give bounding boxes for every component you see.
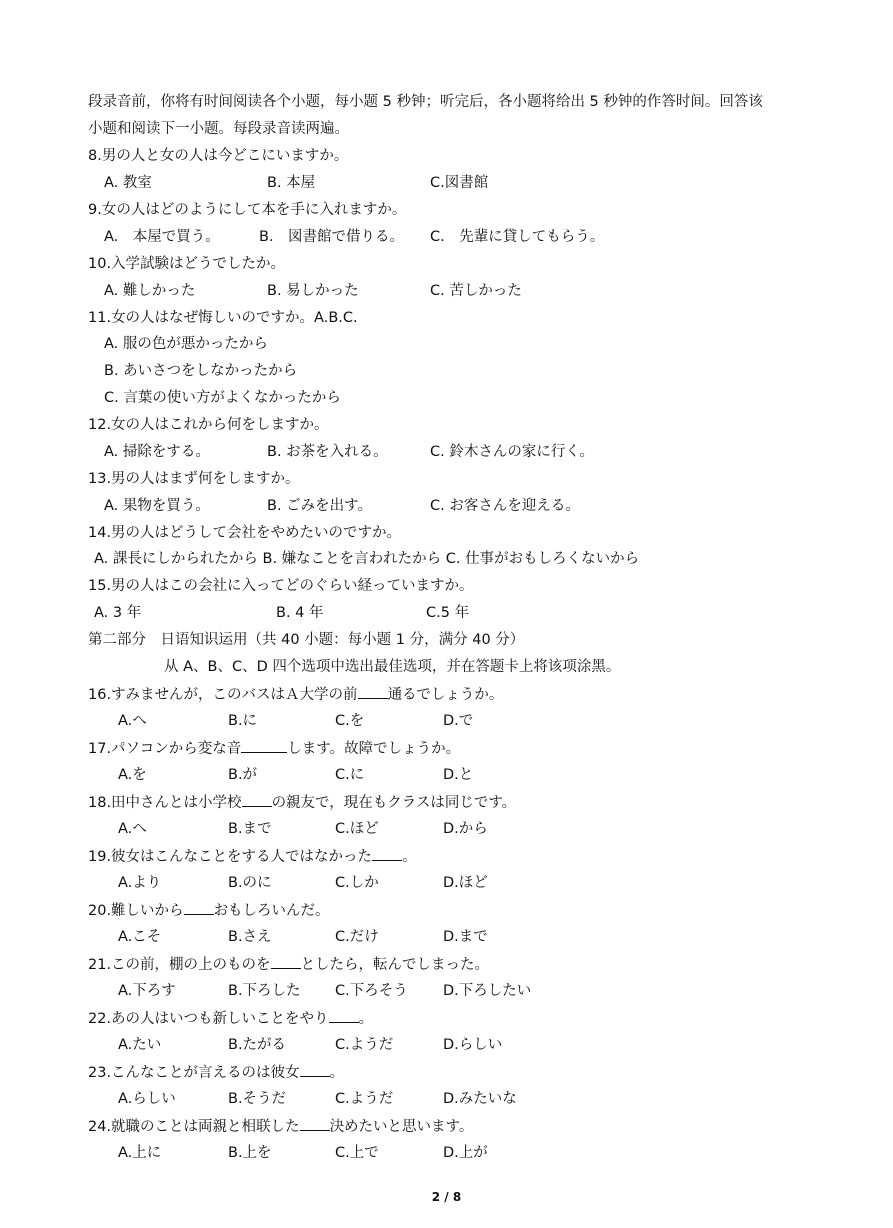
answer-option: D.と (443, 767, 474, 783)
answer-option: A.へ (118, 713, 147, 729)
answer-blank (329, 1008, 359, 1023)
answer-option: B.上を (228, 1145, 272, 1161)
answer-blank (300, 1062, 330, 1077)
question-stem-tail: 。 (402, 849, 417, 865)
answer-option: A. 教室 (104, 175, 152, 191)
answer-option: C.図書館 (430, 175, 489, 191)
question-stem: 18.田中さんとは小学校 (88, 795, 242, 811)
answer-option: C. 先輩に貸してもらう。 (430, 229, 605, 245)
answer-option: A.たい (118, 1037, 162, 1053)
answer-option: C.5 年 (426, 605, 470, 621)
answer-option: D.まで (443, 929, 488, 945)
answer-option: A.へ (118, 821, 147, 837)
question-stem-tail: 決めたいと思います。 (329, 1119, 474, 1135)
question-stem-tail: の親友で，現在もクラスは同じです。 (271, 795, 517, 811)
answer-option: A. 掃除をする。 (104, 444, 210, 460)
answer-option: C.に (335, 767, 365, 783)
text-line (88, 846, 417, 867)
text-line (88, 684, 503, 705)
answer-option: C.下ろそう (335, 983, 408, 999)
text-line (88, 954, 489, 975)
text-line: 段录音前，你将有时间阅读各个小题，每小题 5 秒钟；听完后，各小题将给出 5 秒钟的作答时间。回答该 (88, 94, 763, 110)
question-stem: 21.この前，棚の上のものを (88, 957, 271, 973)
answer-option: B.下ろした (228, 983, 301, 999)
text-line (88, 900, 330, 921)
answer-option: B. 4 年 (276, 605, 324, 621)
answer-option: B.さえ (228, 929, 272, 945)
text-line: 从 A、B、C、D 四个选项中选出最佳选项，并在答题卡上将该项涂黑。 (164, 659, 621, 675)
answer-option: D.で (443, 713, 474, 729)
answer-option: A. 本屋で買う。 (104, 229, 220, 245)
answer-option: A.上に (118, 1145, 162, 1161)
text-line: C. 言葉の使い方がよくなかったから (104, 390, 341, 406)
text-line: 第二部分 日语知识运用（共 40 小题：每小题 1 分，满分 40 分） (88, 632, 525, 648)
question-stem-tail: 。 (329, 1065, 345, 1081)
question-stem: 19.彼女はこんなことをする人ではなかった (88, 849, 373, 865)
text-line: 13.男の人はまず何をしますか。 (88, 471, 300, 487)
page-number: 2 / 8 (431, 1190, 462, 1204)
answer-option: C.ようだ (335, 1091, 394, 1107)
question-stem-tail: おもしろいんだ。 (213, 903, 330, 919)
text-line: 14.男の人はどうして会社をやめたいのですか。 (88, 525, 402, 541)
answer-option: B. ごみを出す。 (267, 498, 373, 514)
answer-option: B.そうだ (228, 1091, 287, 1107)
answer-option: B.に (228, 713, 258, 729)
answer-option: B. 図書館で借りる。 (259, 229, 405, 245)
answer-blank (184, 900, 214, 915)
question-stem-tail: 。 (358, 1011, 374, 1027)
answer-option: A.こそ (118, 929, 162, 945)
question-stem-tail: としたら，転んでしまった。 (300, 957, 490, 973)
question-stem: 16.すみませんが，このバスはＡ大学の前 (88, 687, 358, 703)
text-line (88, 792, 516, 813)
answer-option: C.を (335, 713, 365, 729)
answer-option: A.らしい (118, 1091, 176, 1107)
text-line (88, 1062, 344, 1083)
text-line (88, 738, 460, 759)
question-stem: 20.難しいから (88, 903, 184, 919)
text-line: 12.女の人はこれから何をしますか。 (88, 417, 329, 433)
answer-option: B.が (228, 767, 258, 783)
answer-option: A. 難しかった (104, 283, 196, 299)
answer-option: D.らしい (443, 1037, 503, 1053)
question-stem: 22.あの人はいつも新しいことをやり (88, 1011, 329, 1027)
answer-option: B. 本屋 (267, 175, 316, 191)
question-stem: 23.こんなことが言えるのは彼女 (88, 1065, 300, 1081)
answer-option: A.より (118, 875, 162, 891)
text-line: A. 服の色が悪かったから (104, 336, 268, 352)
text-line: 9.女の人はどのようにして本を手に入れますか。 (88, 202, 407, 218)
text-line: B. あいさつをしなかったから (104, 363, 298, 379)
answer-option: B.まで (228, 821, 272, 837)
answer-option: C.だけ (335, 929, 379, 945)
question-stem-tail: 通るでしょうか。 (387, 687, 504, 703)
answer-blank (358, 684, 388, 699)
text-line (88, 1008, 373, 1029)
answer-blank (300, 1116, 330, 1131)
answer-option: D.上が (443, 1145, 488, 1161)
answer-option: A. 果物を買う。 (104, 498, 210, 514)
answer-option: B.のに (228, 875, 272, 891)
text-line: 8.男の人と女の人は今どこにいますか。 (88, 148, 349, 164)
question-stem: 17.パソコンから変な音 (88, 741, 242, 757)
text-line: A. 課長にしかられたから B. 嫌なことを言われたから C. 仕事がおもしろくないから (94, 551, 640, 567)
answer-option: C.上で (335, 1145, 379, 1161)
answer-option: D.下ろしたい (443, 983, 532, 999)
answer-option: C. 鈴木さんの家に行く。 (430, 444, 595, 460)
answer-option: C.ようだ (335, 1037, 394, 1053)
answer-option: A.下ろす (118, 983, 176, 999)
question-stem: 24.就職のことは両親と相联した (88, 1119, 300, 1135)
question-stem-tail: します。故障でしょうか。 (287, 741, 461, 757)
text-line: 小题和阅读下一小题。每段录音读两遍。 (88, 121, 349, 137)
answer-option: A.を (118, 767, 147, 783)
text-line (88, 1116, 473, 1137)
answer-blank (241, 738, 287, 753)
answer-blank (271, 954, 301, 969)
text-line: 11.女の人はなぜ悔しいのですか。A.B.C. (88, 310, 358, 326)
answer-option: D.みたいな (443, 1091, 517, 1107)
answer-blank (242, 792, 272, 807)
answer-option: D.ほど (443, 875, 488, 891)
answer-option: A. 3 年 (94, 605, 142, 621)
text-line: 15.男の人はこの会社に入ってどのぐらい経っていますか。 (88, 578, 474, 594)
answer-blank (372, 846, 402, 861)
answer-option: C. お客さんを迎える。 (430, 498, 580, 514)
text-line: 10.入学試験はどうでしたか。 (88, 256, 286, 272)
answer-option: B. お茶を入れる。 (267, 444, 388, 460)
answer-option: B.たがる (228, 1037, 287, 1053)
answer-option: B. 易しかった (267, 283, 359, 299)
answer-option: C.ほど (335, 821, 379, 837)
answer-option: D.から (443, 821, 488, 837)
answer-option: C. 苦しかった (430, 283, 522, 299)
answer-option: C.しか (335, 875, 379, 891)
